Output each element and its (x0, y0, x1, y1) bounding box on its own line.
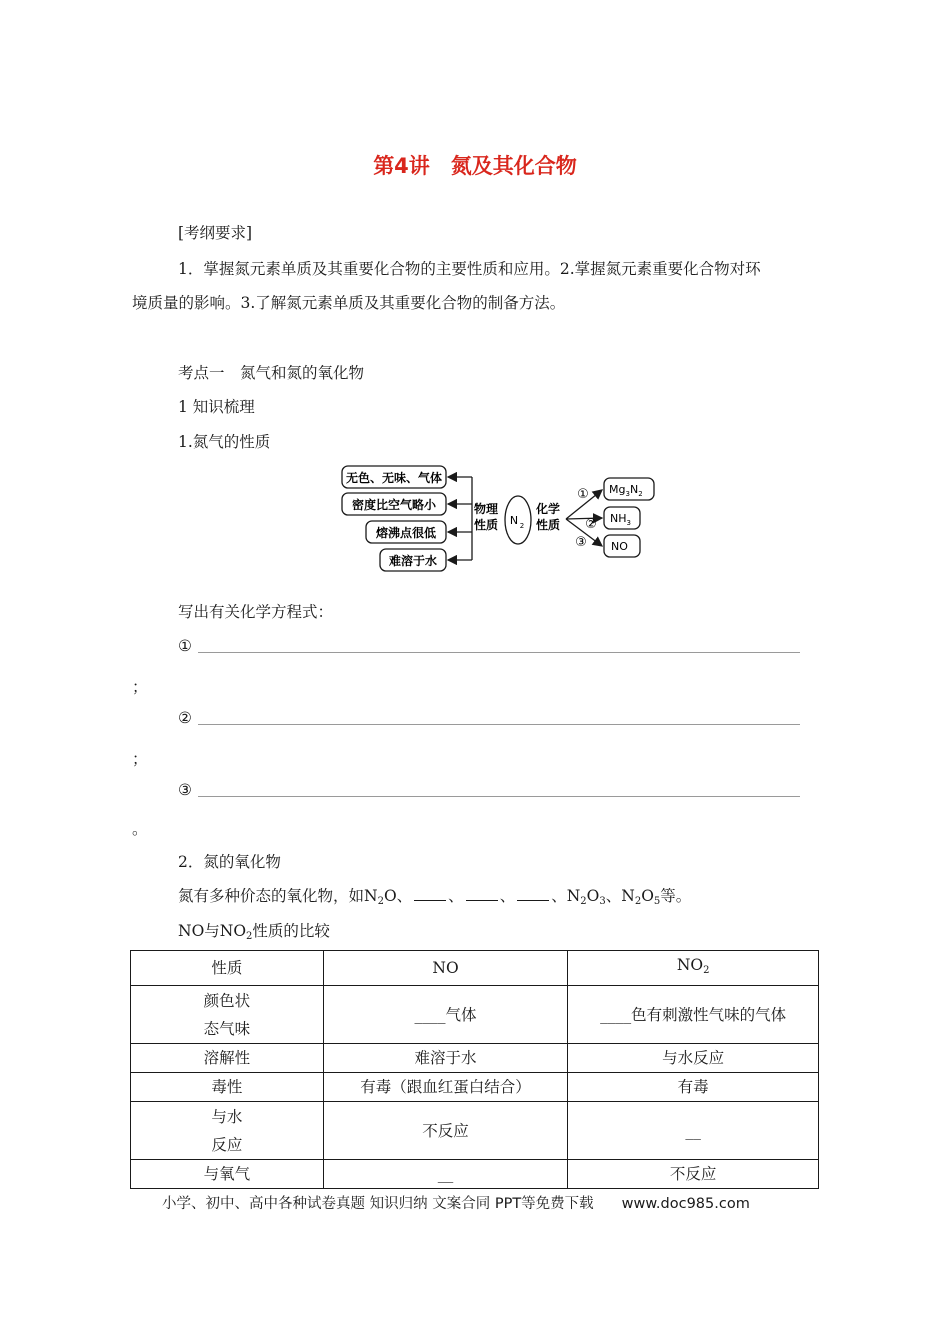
equations-prompt: 写出有关化学方程式： (178, 603, 334, 621)
table-row: 与水 反应 不反应 __ (131, 1102, 819, 1160)
table-header-row (131, 951, 819, 986)
reaction-mark-3: ③ (575, 535, 587, 550)
syllabus-line-2: 境质量的影响。3.了解氮元素单质及其重要化合物的制备方法。 (132, 294, 566, 312)
comparison-table (130, 950, 819, 1189)
nitrogen-properties-diagram (338, 462, 658, 576)
chemical-label-1: 化学 (535, 502, 561, 516)
equation-mark-3: ③ (178, 781, 192, 799)
physical-label-2: 性质 (473, 518, 499, 532)
table-row: 颜色状 态气味 ____气体 ____色有刺激性气味的气体 (131, 986, 819, 1044)
equation-mark-1: ① (178, 637, 192, 655)
section2-heading: 2．氮的氧化物 (178, 853, 281, 871)
physical-prop-1: 无色、无味、气体 (345, 471, 443, 485)
oxide-blank[interactable] (517, 886, 549, 901)
subsection-heading: 1 知识梳理 (178, 398, 255, 416)
header-no2: $NO_2$ (568, 951, 819, 986)
answer-line-2[interactable] (198, 724, 800, 725)
comparison-caption: NO与$NO_2$性质的比较 (178, 922, 330, 942)
product-mg3n2: $Mg_3N_2$ (609, 483, 643, 498)
physical-prop-3: 熔沸点很低 (375, 526, 437, 540)
footer-link[interactable]: www.doc985.com (621, 1196, 750, 1212)
n2-subscript: 2 (519, 522, 525, 530)
n2-symbol: N (509, 514, 519, 527)
physical-label-1: 物理 (473, 502, 499, 516)
item-heading: 1.氮气的性质 (178, 433, 271, 451)
header-no: NO (323, 951, 568, 986)
physical-prop-4: 难溶于水 (388, 554, 438, 568)
table-row: 毒性 有毒（跟血红蛋白结合） 有毒 (131, 1073, 819, 1102)
header-property: 性质 (131, 951, 324, 986)
product-no: NO (611, 540, 628, 553)
page-title: 第4讲 氮及其化合物 (373, 154, 577, 178)
table-row: 与氧气 __ 不反应 (131, 1160, 819, 1189)
table-row: 溶解性 难溶于水 与水反应 (131, 1044, 819, 1073)
equation-end-1: ； (132, 678, 148, 696)
syllabus-line-1: 1．掌握氮元素单质及其重要化合物的主要性质和应用。2.掌握氮元素重要化合物对环 (178, 260, 761, 278)
section-heading: 考点一 氮气和氮的氧化物 (178, 364, 365, 382)
reaction-mark-2: ② (585, 517, 597, 532)
footer: 小学、初中、高中各种试卷真题 知识归纳 文案合同 PPT等免费下载 www.doc985.com (162, 1196, 750, 1212)
oxide-blank[interactable] (466, 886, 498, 901)
answer-blank[interactable]: ____ (414, 1005, 446, 1024)
equation-end-2: ； (132, 750, 148, 768)
answer-line-1[interactable] (198, 652, 800, 653)
oxides-sentence: 氮有多种价态的氧化物，如$N_2O$、 、 、 、$N_2O_3$、$N_2O_5$等。 (178, 887, 692, 907)
answer-blank[interactable]: ____ (600, 1005, 632, 1024)
answer-blank[interactable]: __ (568, 1102, 819, 1160)
chemical-label-2: 性质 (535, 518, 561, 532)
answer-blank[interactable]: __ (323, 1160, 568, 1189)
product-nh3: $NH_3$ (610, 512, 631, 527)
equation-end-3: 。 (132, 820, 148, 838)
physical-prop-2: 密度比空气略小 (351, 498, 437, 512)
syllabus-heading: [考纲要求] (178, 224, 253, 242)
answer-line-3[interactable] (198, 796, 800, 797)
equation-mark-2: ② (178, 709, 192, 727)
reaction-mark-1: ① (577, 487, 589, 502)
oxide-blank[interactable] (414, 886, 446, 901)
